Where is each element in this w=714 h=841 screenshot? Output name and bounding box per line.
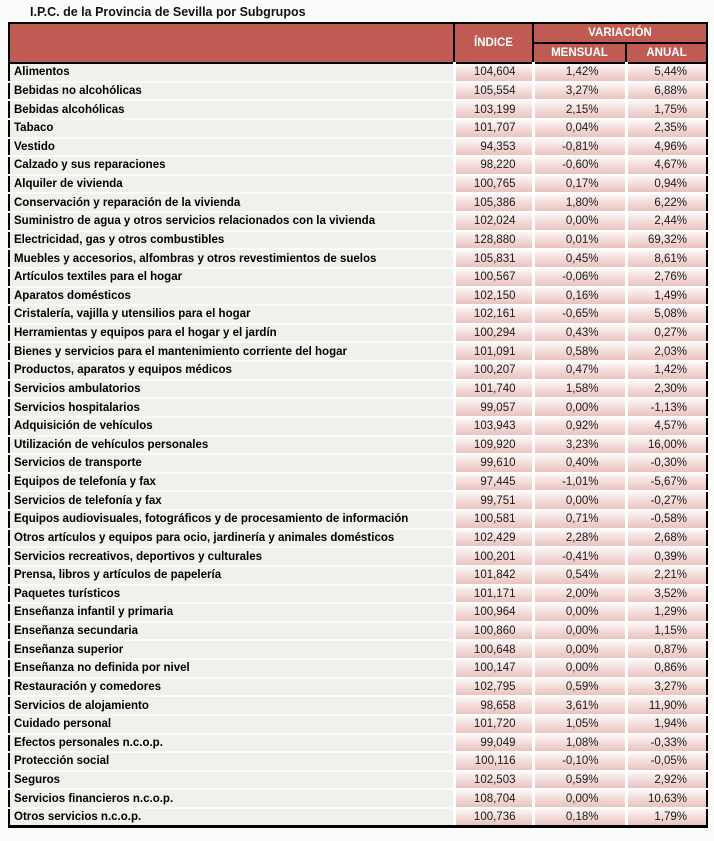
indice-value: 109,920 bbox=[454, 436, 533, 455]
indice-value: 104,604 bbox=[454, 63, 533, 82]
indice-value: 99,057 bbox=[454, 398, 533, 417]
subgroup-label: Utilización de vehículos personales bbox=[9, 436, 454, 455]
indice-value: 101,091 bbox=[454, 342, 533, 361]
anual-value: 2,21% bbox=[626, 566, 707, 585]
anual-value: -0,30% bbox=[626, 454, 707, 473]
table-row bbox=[9, 491, 707, 510]
indice-value: 100,116 bbox=[454, 752, 533, 771]
mensual-value: -0,60% bbox=[533, 156, 626, 175]
anual-value: 8,61% bbox=[626, 249, 707, 268]
indice-value: 105,554 bbox=[454, 82, 533, 101]
subgroup-label: Servicios de transporte bbox=[9, 454, 454, 473]
table-row bbox=[9, 156, 707, 175]
indice-value: 97,445 bbox=[454, 473, 533, 492]
subgroup-label: Enseñanza secundaria bbox=[9, 622, 454, 641]
table-row bbox=[9, 119, 707, 138]
table-row bbox=[9, 771, 707, 790]
anual-value: 2,35% bbox=[626, 119, 707, 138]
subgroup-label: Suministro de agua y otros servicios relacionados con la vivienda bbox=[9, 212, 454, 231]
mensual-value: -0,10% bbox=[533, 752, 626, 771]
subgroup-label: Cristalería, vajilla y utensilios para el hogar bbox=[9, 305, 454, 324]
anual-value: 6,22% bbox=[626, 193, 707, 212]
anual-value: 3,52% bbox=[626, 585, 707, 604]
mensual-value: 0,00% bbox=[533, 622, 626, 641]
anual-value: -0,33% bbox=[626, 734, 707, 753]
table-row bbox=[9, 529, 707, 548]
anual-value: 0,87% bbox=[626, 640, 707, 659]
mensual-value: 3,61% bbox=[533, 696, 626, 715]
mensual-value: 0,18% bbox=[533, 808, 626, 827]
mensual-value: 0,54% bbox=[533, 566, 626, 585]
table-row bbox=[9, 287, 707, 306]
indice-value: 128,880 bbox=[454, 231, 533, 250]
table-header bbox=[9, 23, 707, 63]
mensual-value: 2,00% bbox=[533, 585, 626, 604]
indice-value: 108,704 bbox=[454, 789, 533, 808]
table-row bbox=[9, 305, 707, 324]
mensual-value: 2,28% bbox=[533, 529, 626, 548]
subgroup-label: Bebidas no alcohólicas bbox=[9, 82, 454, 101]
subgroup-label: Enseñanza superior bbox=[9, 640, 454, 659]
subgroup-label: Calzado y sus reparaciones bbox=[9, 156, 454, 175]
mensual-value: 1,80% bbox=[533, 193, 626, 212]
anual-value: 0,39% bbox=[626, 547, 707, 566]
subgroup-label: Equipos de telefonía y fax bbox=[9, 473, 454, 492]
indice-value: 102,161 bbox=[454, 305, 533, 324]
anual-value: 1,75% bbox=[626, 100, 707, 119]
subgroup-label: Otros servicios n.c.o.p. bbox=[9, 808, 454, 827]
table-row bbox=[9, 640, 707, 659]
anual-value: 16,00% bbox=[626, 436, 707, 455]
anual-value: 3,27% bbox=[626, 678, 707, 697]
subgroup-label: Protección social bbox=[9, 752, 454, 771]
table-row bbox=[9, 789, 707, 808]
table-row bbox=[9, 752, 707, 771]
anual-value: 2,92% bbox=[626, 771, 707, 790]
indice-value: 98,220 bbox=[454, 156, 533, 175]
col-header-anual: ANUAL bbox=[626, 43, 707, 63]
indice-value: 98,658 bbox=[454, 696, 533, 715]
table-row bbox=[9, 268, 707, 287]
table-row bbox=[9, 659, 707, 678]
table-row bbox=[9, 734, 707, 753]
subgroup-label: Muebles y accesorios, alfombras y otros revestimientos de suelos bbox=[9, 249, 454, 268]
table-row bbox=[9, 417, 707, 436]
mensual-value: 0,47% bbox=[533, 361, 626, 380]
indice-value: 102,795 bbox=[454, 678, 533, 697]
subgroup-label: Artículos textiles para el hogar bbox=[9, 268, 454, 287]
mensual-value: 2,15% bbox=[533, 100, 626, 119]
table-row bbox=[9, 100, 707, 119]
indice-value: 100,294 bbox=[454, 324, 533, 343]
table-row bbox=[9, 473, 707, 492]
mensual-value: 0,40% bbox=[533, 454, 626, 473]
mensual-value: 1,58% bbox=[533, 380, 626, 399]
anual-value: 2,03% bbox=[626, 342, 707, 361]
subgroup-label: Bienes y servicios para el mantenimiento corriente del hogar bbox=[9, 342, 454, 361]
subgroup-label: Alquiler de vivienda bbox=[9, 175, 454, 194]
indice-value: 100,581 bbox=[454, 510, 533, 529]
table-row bbox=[9, 808, 707, 827]
anual-value: 2,30% bbox=[626, 380, 707, 399]
anual-value: 5,08% bbox=[626, 305, 707, 324]
mensual-value: 0,59% bbox=[533, 771, 626, 790]
table-row bbox=[9, 715, 707, 734]
anual-value: 1,94% bbox=[626, 715, 707, 734]
mensual-value: 0,00% bbox=[533, 491, 626, 510]
indice-value: 100,964 bbox=[454, 603, 533, 622]
mensual-value: -0,81% bbox=[533, 138, 626, 157]
anual-value: 10,63% bbox=[626, 789, 707, 808]
subgroup-label: Aparatos domésticos bbox=[9, 287, 454, 306]
indice-value: 100,201 bbox=[454, 547, 533, 566]
subgroup-label: Bebidas alcohólicas bbox=[9, 100, 454, 119]
subgroup-label: Enseñanza infantil y primaria bbox=[9, 603, 454, 622]
anual-value: -5,67% bbox=[626, 473, 707, 492]
table-row bbox=[9, 436, 707, 455]
indice-value: 101,171 bbox=[454, 585, 533, 604]
indice-value: 101,720 bbox=[454, 715, 533, 734]
table-row bbox=[9, 696, 707, 715]
table-row bbox=[9, 249, 707, 268]
subgroup-label: Alimentos bbox=[9, 63, 454, 82]
subgroup-label: Servicios recreativos, deportivos y culturales bbox=[9, 547, 454, 566]
subgroup-label: Tabaco bbox=[9, 119, 454, 138]
subgroup-label: Seguros bbox=[9, 771, 454, 790]
indice-value: 100,765 bbox=[454, 175, 533, 194]
subgroup-label: Adquisición de vehículos bbox=[9, 417, 454, 436]
indice-value: 102,503 bbox=[454, 771, 533, 790]
indice-value: 105,386 bbox=[454, 193, 533, 212]
subgroup-label: Prensa, libros y artículos de papelería bbox=[9, 566, 454, 585]
indice-value: 100,860 bbox=[454, 622, 533, 641]
anual-value: 1,79% bbox=[626, 808, 707, 827]
subgroup-label: Conservación y reparación de la vivienda bbox=[9, 193, 454, 212]
subgroup-label: Servicios financieros n.c.o.p. bbox=[9, 789, 454, 808]
table-row bbox=[9, 603, 707, 622]
mensual-value: -0,41% bbox=[533, 547, 626, 566]
mensual-value: 0,01% bbox=[533, 231, 626, 250]
table-row bbox=[9, 361, 707, 380]
mensual-value: 3,23% bbox=[533, 436, 626, 455]
mensual-value: 0,00% bbox=[533, 398, 626, 417]
anual-value: 1,29% bbox=[626, 603, 707, 622]
mensual-value: 1,08% bbox=[533, 734, 626, 753]
table-row bbox=[9, 678, 707, 697]
mensual-value: 0,59% bbox=[533, 678, 626, 697]
subgroup-label: Enseñanza no definida por nivel bbox=[9, 659, 454, 678]
mensual-value: -0,06% bbox=[533, 268, 626, 287]
anual-value: 11,90% bbox=[626, 696, 707, 715]
indice-value: 102,024 bbox=[454, 212, 533, 231]
mensual-value: 0,00% bbox=[533, 789, 626, 808]
mensual-value: 0,00% bbox=[533, 640, 626, 659]
anual-value: -0,58% bbox=[626, 510, 707, 529]
anual-value: 2,44% bbox=[626, 212, 707, 231]
subgroup-label: Productos, aparatos y equipos médicos bbox=[9, 361, 454, 380]
table-row bbox=[9, 510, 707, 529]
subgroup-label: Servicios ambulatorios bbox=[9, 380, 454, 399]
anual-value: 0,86% bbox=[626, 659, 707, 678]
mensual-value: 0,45% bbox=[533, 249, 626, 268]
indice-value: 101,707 bbox=[454, 119, 533, 138]
mensual-value: 1,42% bbox=[533, 63, 626, 82]
indice-value: 100,567 bbox=[454, 268, 533, 287]
indice-value: 100,147 bbox=[454, 659, 533, 678]
page-title: I.P.C. de la Provincia de Sevilla por Subgrupos bbox=[30, 5, 306, 19]
anual-value: 4,96% bbox=[626, 138, 707, 157]
mensual-value: 0,16% bbox=[533, 287, 626, 306]
table-row bbox=[9, 547, 707, 566]
table-body bbox=[9, 63, 707, 827]
indice-value: 100,207 bbox=[454, 361, 533, 380]
table-row bbox=[9, 82, 707, 101]
mensual-value: 1,05% bbox=[533, 715, 626, 734]
mensual-value: 0,00% bbox=[533, 659, 626, 678]
indice-value: 99,610 bbox=[454, 454, 533, 473]
mensual-value: -1,01% bbox=[533, 473, 626, 492]
mensual-value: 0,58% bbox=[533, 342, 626, 361]
subgroup-label: Equipos audiovisuales, fotográficos y de procesamiento de información bbox=[9, 510, 454, 529]
subgroup-label: Restauración y comedores bbox=[9, 678, 454, 697]
indice-value: 99,049 bbox=[454, 734, 533, 753]
mensual-value: -0,65% bbox=[533, 305, 626, 324]
anual-value: 4,57% bbox=[626, 417, 707, 436]
anual-value: -0,05% bbox=[626, 752, 707, 771]
table-row bbox=[9, 63, 707, 82]
table-row bbox=[9, 380, 707, 399]
subgroup-label: Paquetes turísticos bbox=[9, 585, 454, 604]
col-header-variacion: VARIACIÓN bbox=[533, 23, 707, 43]
col-header-mensual: MENSUAL bbox=[533, 43, 626, 63]
table-row bbox=[9, 324, 707, 343]
indice-value: 101,842 bbox=[454, 566, 533, 585]
subgroup-label: Efectos personales n.c.o.p. bbox=[9, 734, 454, 753]
anual-value: 0,27% bbox=[626, 324, 707, 343]
anual-value: 1,49% bbox=[626, 287, 707, 306]
table-row bbox=[9, 454, 707, 473]
subgroup-label: Herramientas y equipos para el hogar y el jardín bbox=[9, 324, 454, 343]
anual-value: 1,15% bbox=[626, 622, 707, 641]
table-row bbox=[9, 622, 707, 641]
anual-value: 4,67% bbox=[626, 156, 707, 175]
indice-value: 100,736 bbox=[454, 808, 533, 827]
indice-value: 103,943 bbox=[454, 417, 533, 436]
indice-value: 102,150 bbox=[454, 287, 533, 306]
mensual-value: 0,00% bbox=[533, 603, 626, 622]
mensual-value: 0,17% bbox=[533, 175, 626, 194]
subgroup-label: Servicios hospitalarios bbox=[9, 398, 454, 417]
subgroup-label: Electricidad, gas y otros combustibles bbox=[9, 231, 454, 250]
indice-value: 94,353 bbox=[454, 138, 533, 157]
anual-value: -1,13% bbox=[626, 398, 707, 417]
table-row bbox=[9, 585, 707, 604]
anual-value: 2,68% bbox=[626, 529, 707, 548]
subgroup-label: Cuidado personal bbox=[9, 715, 454, 734]
subgroup-label: Otros artículos y equipos para ocio, jardinería y animales domésticos bbox=[9, 529, 454, 548]
table-row bbox=[9, 231, 707, 250]
corner-header-cell bbox=[9, 23, 454, 63]
indice-value: 99,751 bbox=[454, 491, 533, 510]
subgroup-label: Servicios de telefonía y fax bbox=[9, 491, 454, 510]
indice-value: 102,429 bbox=[454, 529, 533, 548]
mensual-value: 0,04% bbox=[533, 119, 626, 138]
anual-value: 6,88% bbox=[626, 82, 707, 101]
col-header-indice: ÍNDICE bbox=[454, 23, 533, 63]
table-row bbox=[9, 398, 707, 417]
mensual-value: 0,71% bbox=[533, 510, 626, 529]
indice-value: 101,740 bbox=[454, 380, 533, 399]
ipc-subgroups-table bbox=[8, 22, 708, 828]
mensual-value: 3,27% bbox=[533, 82, 626, 101]
mensual-value: 0,43% bbox=[533, 324, 626, 343]
indice-value: 103,199 bbox=[454, 100, 533, 119]
anual-value: 69,32% bbox=[626, 231, 707, 250]
anual-value: -0,27% bbox=[626, 491, 707, 510]
mensual-value: 0,92% bbox=[533, 417, 626, 436]
indice-value: 100,648 bbox=[454, 640, 533, 659]
indice-value: 105,831 bbox=[454, 249, 533, 268]
table-row bbox=[9, 138, 707, 157]
subgroup-label: Vestido bbox=[9, 138, 454, 157]
table-row bbox=[9, 193, 707, 212]
anual-value: 1,42% bbox=[626, 361, 707, 380]
anual-value: 5,44% bbox=[626, 63, 707, 82]
table-row bbox=[9, 342, 707, 361]
subgroup-label: Servicios de alojamiento bbox=[9, 696, 454, 715]
table-row bbox=[9, 212, 707, 231]
table-row bbox=[9, 175, 707, 194]
table-row bbox=[9, 566, 707, 585]
anual-value: 2,76% bbox=[626, 268, 707, 287]
anual-value: 0,94% bbox=[626, 175, 707, 194]
mensual-value: 0,00% bbox=[533, 212, 626, 231]
